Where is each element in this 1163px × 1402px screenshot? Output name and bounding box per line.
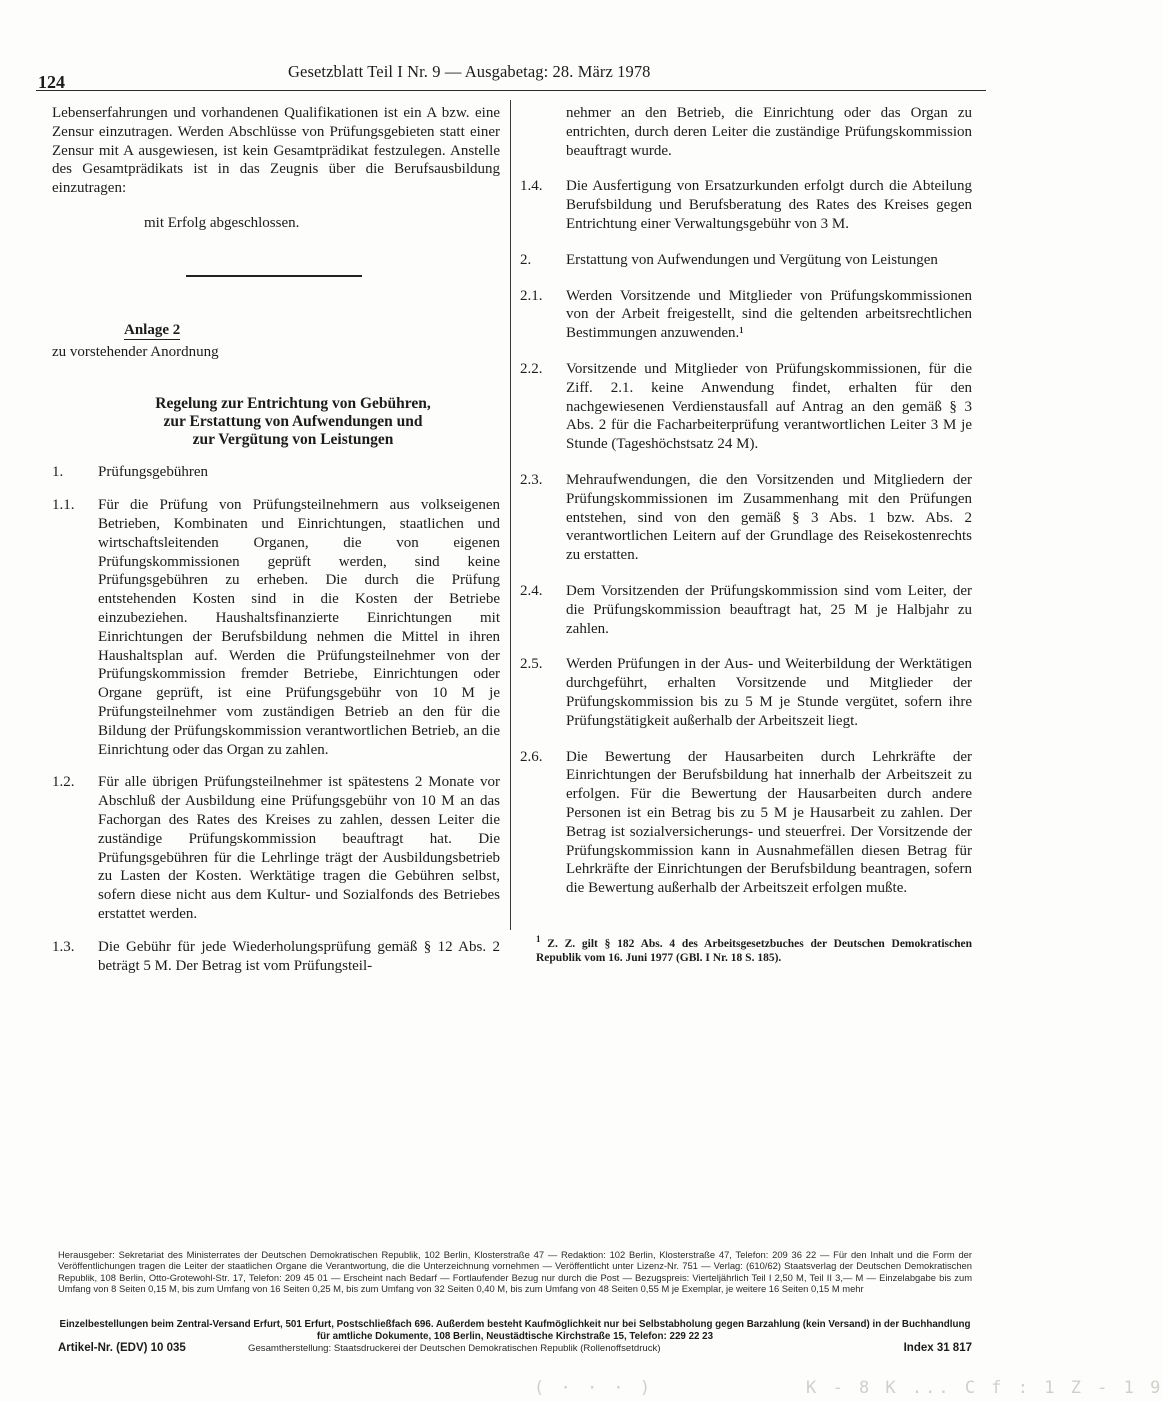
archive-stamp-left: ( · · · ) [534, 1378, 654, 1398]
footnote [520, 932, 972, 965]
section-text: Vorsitzende und Mitglieder von Prüfungskommissionen, für die Ziff. 2.1. keine Anwendung findet, erhalten für den nachgewiesenen Verdienstausfall auf Antrag an den gemäß § 3 Abs. 2 für die Facharbeiterprüfung verantwortlichen Leiter 3 M je Stunde (Tageshöchstsatz 24 M). [566, 360, 972, 453]
section-separator [186, 275, 362, 277]
left-column [52, 104, 500, 975]
section-text: Die Ausfertigung von Ersatzurkunden erfolgt durch die Abteilung Berufsbildung und Berufsberatung des Rates des Kreises gegen Entrichtung einer Verwaltungsgebühr von 3 M. [566, 178, 972, 232]
section-text: Die Gebühr für jede Wiederholungsprüfung gemäß § 12 Abs. 2 beträgt 5 M. Der Betrag ist vom Prüfungsteil- [98, 938, 500, 974]
section-2-1 [520, 287, 972, 343]
section-text: Werden Vorsitzende und Mitglieder von Prüfungskommissionen von der Arbeit freigestellt, sind die geltenden arbeitsrechtlichen Bestimmungen anzuwenden.¹ [566, 287, 972, 342]
section-number: 1.4. [520, 178, 543, 195]
section-number: 2.3. [520, 471, 543, 488]
section-number: 1.1. [52, 497, 75, 514]
section-number: 1. [52, 464, 64, 481]
regulation-title-line: Regelung zur Entrichtung von Gebühren, [155, 395, 431, 413]
section-number: 2.6. [520, 748, 543, 765]
right-column [520, 104, 972, 965]
anlage-subtitle: zu vorstehender Anordnung [52, 343, 219, 360]
footnote-marker: 1 [536, 933, 541, 944]
section-heading: Erstattung von Aufwendungen und Vergütung von Leistungen [566, 251, 938, 268]
order-information: Einzelbestellungen beim Zentral-Versand Erfurt, 501 Erfurt, Postschließfach 696. Außerdem besteht Kaufmöglichkeit nur bei Selbstabholung gegen Barzahlung (kein Versand) in der Buchhandlung für amtliche Dokumente, 108 Berlin, Neustädtische Kirchstraße 15, Telefon: 229 22 23 [59, 1319, 971, 1342]
section-2-6 [520, 748, 972, 898]
header-rule [36, 90, 986, 91]
regulation-title-line: zur Erstattung von Aufwendungen und [163, 413, 423, 431]
section-1-1 [52, 496, 500, 759]
section-2-3 [520, 471, 972, 565]
section-text: Mehraufwendungen, die den Vorsitzenden und Mitgliedern der Prüfungskommissionen im Zusammenhang mit den Prüfungen entstehen, sind von den gemäß § 3 Abs. 1 bzw. Abs. 2 verantwortlichen Leitern auf der Grundlage des Reisekostenrechts zu erstatten. [566, 471, 972, 564]
section-2-2 [520, 360, 972, 454]
section-text: Werden Prüfungen in der Aus- und Weiterbildung der Werktätigen durchgeführt, erhalten Vorsitzende und Mitglieder der Prüfungskommission bis zu 5 M je Stunde vergütet, sofern ihre Prüfungstätigkeit außerhalb der Arbeitszeit liegt. [566, 656, 972, 729]
archive-stamp-right: K - 8 K ... C f : 1 Z - 1 9 [806, 1378, 1163, 1398]
section-2 [520, 251, 972, 270]
regulation-title [52, 395, 500, 449]
footnote-text: Z. Z. gilt § 182 Abs. 4 des Arbeitsgesetzbuches der Deutschen Demokratischen Republik vom 16. Juni 1977 (GBl. I Nr. 18 S. 185). [536, 937, 972, 964]
section-text: Die Bewertung der Hausarbeiten durch Lehrkräfte der Einrichtungen der Berufsbildung hat innerhalb der Arbeitszeit zu erfolgen. Für die Bewertung der Hausarbeiten durch andere Personen ist ein Betrag bis zu 5 M je Hausarbeit zu zahlen. Der Betrag ist sozialversicherungs- und steuerfrei. Der Vorsitzende der Prüfungskommission kann in Ausnahmefällen diesen Betrag für Lehrkräfte der Einrichtungen der Berufsbildung beantragen, sofern die Bewertung außerhalb der Arbeitszeit erfolgen mußte. [566, 748, 972, 897]
anlage-title: Anlage 2 [124, 321, 181, 338]
section-text: Für die Prüfung von Prüfungsteilnehmern aus volkseigenen Betrieben, Kombinaten und Einrichtungen, staatlichen und wirtschaftsleitenden Organen, die von eigenen Prüfungskommissionen geprüft werden, sind keine Prüfungsgebühren zu erheben. Die durch die Prüfung entstehenden Kosten sind in die Kosten der Betriebe einzubeziehen. Haushaltsfinanzierte Einrichtungen mit Einrichtungen der Berufsbildung nehmen die Mittel in ihren Haushaltsplan auf. Werden die Prüfungsteilnehmer von der Prüfungskommission fremder Betriebe, Einrichtungen oder Organe geprüft, ist eine Prüfungsgebühr von 10 M je Prüfungsteilnehmer vom zuständigen Betrieb an den für die Bildung der Prüfungskommission verantwortlichen Betrieb, an die Einrichtung oder das Organ zu zahlen. [98, 497, 500, 758]
section-1-3 [52, 938, 500, 976]
section-number: 2.5. [520, 656, 543, 673]
article-number: Artikel-Nr. (EDV) 10 035 [58, 1342, 186, 1354]
section-number: 1.2. [52, 774, 75, 791]
printer-credit: Gesamtherstellung: Staatsdruckerei der Deutschen Demokratischen Republik (Rollenoffsetdruck) [248, 1343, 661, 1354]
section-number: 2. [520, 251, 532, 268]
footer-bottom-line [58, 1342, 972, 1356]
section-1-4 [520, 177, 972, 233]
section-text: Für alle übrigen Prüfungsteilnehmer ist spätestens 2 Monate vor Abschluß der Ausbildung eine Prüfungsgebühr von 10 M an das Fachorgan des Rates des Kreises zu zahlen, dessen Leiter die zuständige Prüfungskommission beauftragt hat. Die Prüfungsgebühren für die Lehrlinge trägt der Ausbildungsbetrieb zu Lasten der Kosten. Werktätige tragen die Gebühren selbst, sofern diese nicht aus dem Kultur- und Sozialfonds des Betriebes erstattet werden. [98, 774, 500, 922]
regulation-title-line: zur Vergütung von Leistungen [192, 431, 394, 449]
section-number: 2.4. [520, 582, 543, 599]
section-number: 2.1. [520, 287, 543, 304]
publisher-colophon: Herausgeber: Sekretariat des Ministerrates der Deutschen Demokratischen Republik, 102 Berlin, Klosterstraße 47 — Redaktion: 102 Berlin, Klosterstraße 47, Telefon: 209 36 22 — Für den Inhalt und die Form der Veröffentlichungen tragen die Leiter der staatlichen Organe die Verantwortung, die die Unterzeichnung vornehmen — Veröffentlicht unter Lizenz-Nr. 751 — Verlag: (610/62) Staatsverlag der Deutschen Demokratischen Republik, 108 Berlin, Otto-Grotewohl-Str. 17, Telefon: 209 45 01 — Erscheint nach Bedarf — Fortlaufender Bezug nur durch die Post — Bezugspreis: Vierteljährlich Teil I 2,50 M, Teil II 3,— M — Einzelabgabe bis zum Umfang von 8 Seiten 0,15 M, bis zum Umfang von 16 Seiten 0,25 M, bis zum Umfang von 32 Seiten 0,40 M, bis zum Umfang von 48 Seiten 0,55 M je Exemplar, je weitere 16 Seiten 0,15 M mehr [58, 1249, 972, 1295]
section-number: 2.2. [520, 360, 543, 377]
section-2-4 [520, 582, 972, 638]
right-intro-paragraph: nehmer an den Betrieb, die Einrichtung oder das Organ zu entrichten, durch deren Leiter die zuständige Prüfungskommission beauftragt wurde. [566, 105, 972, 159]
left-intro-paragraph: Lebenserfahrungen und vorhandenen Qualifikationen ist ein A bzw. eine Zensur einzutragen. Werden Abschlüsse von Prüfungsgebieten statt einer Zensur mit A ausgewiesen, ist kein Gesamtprädikat festzulegen. Anstelle des Gesamtprädikats ist in das Zeugnis über die Berufsausbildung einzutragen: [52, 105, 500, 197]
running-head: Gesetzblatt Teil I Nr. 9 — Ausgabetag: 28. März 1978 [288, 62, 651, 81]
section-1-2 [52, 773, 500, 923]
closing-phrase: mit Erfolg abgeschlossen. [144, 214, 300, 231]
section-heading: Prüfungsgebühren [98, 464, 208, 481]
section-1 [52, 463, 500, 482]
section-2-5 [520, 655, 972, 730]
index-number: Index 31 817 [903, 1342, 972, 1354]
section-number: 1.3. [52, 938, 75, 955]
section-text: Dem Vorsitzenden der Prüfungskommission sind vom Leiter, der die Prüfungskommission beauftragt hat, 25 M je Halbjahr zu zahlen. [566, 582, 972, 637]
column-divider [510, 100, 511, 930]
page-number: 124 [38, 72, 65, 92]
